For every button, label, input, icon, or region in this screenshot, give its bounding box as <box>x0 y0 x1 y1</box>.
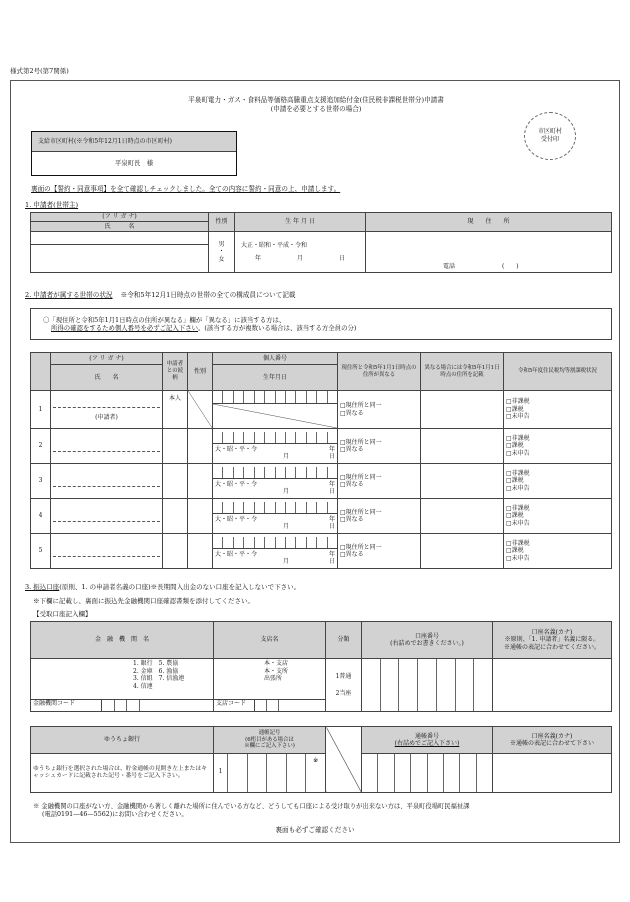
section3-heading-rest: (原則、1. の申請者名義の口座)※長期間入出金のない口座を記入しないで下さい。 <box>59 583 301 591</box>
era-options: 大正・昭和・平成・令和 <box>241 242 308 249</box>
opt-nontax: □非課税 <box>506 434 530 442</box>
relation-field[interactable] <box>163 534 188 569</box>
yucho-holder-field[interactable] <box>493 754 612 793</box>
tax-status-header: 令和5年度住民税均等割課税状況 <box>504 353 612 391</box>
member-name-field[interactable] <box>51 429 163 464</box>
relation-field[interactable] <box>163 464 188 499</box>
section3-heading-wrap <box>25 583 300 591</box>
opt-unfiled: □未申告 <box>506 554 530 562</box>
month-label: 月 <box>282 488 289 495</box>
yucho-num-header <box>362 727 493 754</box>
branch-code-boxes[interactable] <box>254 700 290 711</box>
stamp-line1: 市区町村 <box>537 128 562 135</box>
branch-type-3: 出張所 <box>264 675 283 682</box>
yucho-mark-header <box>214 727 326 754</box>
type-ordinary: 1普通 <box>335 672 352 680</box>
birth-eras: 大・昭・平・令 <box>215 550 258 558</box>
yucho-table <box>30 726 612 793</box>
section3-heading: 3. 振込口座 <box>25 583 60 591</box>
month-label: 月 <box>282 523 289 530</box>
yucho-holder-title: 口座名義(カナ) <box>531 732 573 740</box>
year-label: 年 <box>254 254 261 262</box>
household-row <box>31 464 612 499</box>
applicant-address-field[interactable] <box>366 232 612 273</box>
address-header: 現 住 所 <box>366 213 612 232</box>
household-kana-header: (フ リ ガ ナ) <box>51 353 163 365</box>
reception-stamp <box>524 112 576 160</box>
mynumber-notice <box>30 308 612 340</box>
bank-name-field[interactable] <box>31 659 214 712</box>
back-side-reminder: 裏面も必ずご確認ください <box>275 826 355 834</box>
tax-check-field[interactable] <box>504 391 612 429</box>
section1-heading: 1. 申請者(世帯主) <box>25 201 79 209</box>
day-label: 日 <box>328 453 335 460</box>
opt-unfiled: □未申告 <box>506 484 530 492</box>
bank-code-boxes[interactable] <box>101 700 151 711</box>
yucho-holder-note: ※通帳の表記に合わせて下さい <box>509 740 594 747</box>
yucho-desc: ゆうちょ銀行を選択された場合は、貯金通帳の見開き左上またはキャッシュカードに記載された記号・番号をご記入下さい。 <box>31 754 214 793</box>
household-row <box>31 534 612 569</box>
section3-note: ※下欄に記載し、裏面に振込先金融機関口座確認書類を添付してください。 <box>33 597 254 605</box>
opt-nontax: □非課税 <box>506 398 530 406</box>
opt-diff: □異なる <box>340 551 364 558</box>
old-address-field[interactable] <box>421 464 504 499</box>
address-check-field[interactable] <box>338 391 421 429</box>
opt-unfiled: □未申告 <box>506 519 530 527</box>
type-header: 分類 <box>326 622 362 659</box>
relation-field[interactable]: 本人 <box>163 391 188 429</box>
type-current: 2当座 <box>335 690 352 697</box>
birth-eras: 大・昭・平・令 <box>215 515 258 523</box>
form-number: 様式第2号(第7関係) <box>10 67 69 75</box>
tax-check-field[interactable] <box>504 464 612 499</box>
birth-eras: 大・昭・平・令 <box>215 445 258 453</box>
section2-heading-wrap <box>25 291 296 299</box>
household-table <box>30 352 612 569</box>
household-row <box>31 391 612 429</box>
opt-tax: □課税 <box>506 405 524 413</box>
household-row <box>31 429 612 464</box>
notice-line1: 〇「現住所と令和5年1月1日時点の住所が異なる」欄が「異なる」に該当する方は、 <box>43 316 286 324</box>
stamp-line2: 受付印 <box>540 135 559 143</box>
opt-unfiled: □未申告 <box>506 449 530 457</box>
month-label: 月 <box>282 558 289 565</box>
birth-header: 生 年 月 日 <box>235 213 366 232</box>
form-title: 平泉町電力・ガス・食料品等価格高騰重点支援追加給付金(住民税非課税世帯分)申請書 <box>188 96 444 104</box>
bank-name-header: 金 融 機 関 名 <box>31 622 214 659</box>
sex-field-disabled <box>188 391 213 429</box>
relation-header: 申請者との続柄 <box>163 353 188 391</box>
yucho-disabled-cell <box>326 727 362 793</box>
mynumber-field[interactable] <box>213 534 338 569</box>
branch-type-2: 本・支所 <box>264 667 289 675</box>
bank-type-1: 1. 銀行 5. 農協 <box>133 660 179 667</box>
branch-header: 支店名 <box>214 622 326 659</box>
holder-header-label: 口座名義(カナ) <box>531 628 573 636</box>
year-label: 年 <box>328 445 335 453</box>
holder-field[interactable] <box>493 659 612 712</box>
footer-note <box>33 803 613 819</box>
holder-header <box>493 622 612 659</box>
household-name-header: 氏 名 <box>51 365 163 391</box>
opt-same: □現住所と同一 <box>340 402 382 409</box>
sex-field[interactable] <box>188 429 213 464</box>
sex-female: 女 <box>218 255 225 263</box>
mynumber-header: 個人番号 <box>213 353 338 365</box>
opt-tax: □課税 <box>506 512 524 520</box>
yucho-holder-header <box>493 727 612 754</box>
opt-same: □現住所と同一 <box>340 438 382 446</box>
row-number: 5 <box>31 534 51 569</box>
member-name-field[interactable] <box>51 534 163 569</box>
opt-tax: □課税 <box>506 547 524 555</box>
bank-entry-label: 【受取口座記入欄】 <box>33 610 92 618</box>
old-address-field[interactable] <box>421 429 504 464</box>
row-number: 2 <box>31 429 51 464</box>
mynumber-field[interactable] <box>213 391 338 429</box>
account-number-boxes[interactable] <box>362 659 493 712</box>
branch-type-1: 本・支店 <box>264 660 289 667</box>
old-address-field[interactable] <box>421 391 504 429</box>
form-subtitle: (申請を必要とする世帯の場合) <box>270 105 362 113</box>
addressee-header: 支給市区町村(※令和5年12月1日時点の市区町村) <box>32 132 236 152</box>
member-name-field[interactable] <box>51 464 163 499</box>
yucho-num-note: (右詰めでご記入下さい) <box>394 740 460 747</box>
day-label: 日 <box>328 523 335 530</box>
applicant-kana-field[interactable] <box>31 232 209 245</box>
month-label: 月 <box>296 254 303 262</box>
row-number: 4 <box>31 499 51 534</box>
sex-field[interactable] <box>188 464 213 499</box>
bank-table <box>30 621 612 712</box>
yucho-star: ※ <box>313 757 319 764</box>
branch-code-label: 支店コード <box>216 700 247 707</box>
diff-address-header: 異なる場合には令和5年1月1日時点の住所を記載 <box>421 353 504 391</box>
application-form <box>10 80 620 843</box>
applicant-mark: (申請者) <box>95 413 118 421</box>
addressee-box <box>31 131 237 176</box>
opt-diff: □異なる <box>340 516 364 523</box>
opt-tax: □課税 <box>506 442 524 450</box>
applicant-table <box>30 212 612 273</box>
member-name-field[interactable] <box>51 499 163 534</box>
address-check-field[interactable] <box>338 534 421 569</box>
holder-note2: ※通帳の表記に合わせてください。 <box>503 643 600 651</box>
tax-check-field[interactable] <box>504 499 612 534</box>
opt-diff: □異なる <box>340 446 364 453</box>
section2-heading: 2. 申請者が属する世帯の状況 <box>25 291 113 299</box>
account-header <box>362 622 493 659</box>
bank-code-label: 金融機関コード <box>33 700 76 707</box>
account-header-label: 口座番号 <box>414 632 439 640</box>
phone-label: 電話 <box>443 262 456 270</box>
tax-check-field[interactable] <box>504 429 612 464</box>
year-label: 年 <box>328 480 335 488</box>
bank-type-4: 4. 信連 <box>133 682 153 690</box>
opt-nontax: □非課税 <box>506 504 530 512</box>
notice-line2-underlined: 所得の確認をするため個人番号を必ずご記入下さい <box>51 324 198 332</box>
section2-note: ※令和5年12月1日時点の世帯の全ての構成員について記載 <box>120 291 296 299</box>
day-label: 日 <box>338 254 345 262</box>
opt-same: □現住所と同一 <box>340 543 382 551</box>
footer-note-line2: (電話0191—46—5562)にお問い合わせください。 <box>42 810 188 818</box>
applicant-birth-field[interactable] <box>235 232 366 273</box>
same-address-header: 現住所と令和5年1月1日時点の住所が異なる <box>338 353 421 391</box>
relation-field[interactable] <box>163 429 188 464</box>
opt-diff: □異なる <box>340 481 364 488</box>
opt-nontax: □非課税 <box>506 469 530 477</box>
bank-type-3: 3. 信組 7. 信漁連 <box>133 675 185 682</box>
yucho-mark-note1: (6桁目がある場合は <box>245 736 294 743</box>
yucho-mark-note2: ※欄にご記入下さい) <box>244 743 295 750</box>
yucho-number-boxes[interactable] <box>362 754 493 793</box>
sex-field[interactable] <box>188 534 213 569</box>
opt-same: □現住所と同一 <box>340 473 382 481</box>
day-label: 日 <box>328 488 335 495</box>
yucho-mark-boxes[interactable] <box>214 754 326 793</box>
yucho-one: 1 <box>214 754 228 792</box>
notice-line2-rest: 。(該当する方が複数いる場合は、該当する方全員の分) <box>197 324 357 332</box>
yucho-num-title: 通帳番号 <box>414 732 439 740</box>
address-check-field[interactable] <box>338 429 421 464</box>
applicant-sex-field[interactable] <box>209 232 235 273</box>
addressee-name: 平泉町長 様 <box>114 159 154 167</box>
address-check-field[interactable] <box>338 464 421 499</box>
sex-field[interactable] <box>188 499 213 534</box>
relation-field[interactable] <box>163 499 188 534</box>
yucho-mark-title: 通帳記号 <box>258 729 281 736</box>
footer-note-line1: ※ 金融機関の口座がない方、金融機関から著しく離れた場所に住んでいる方など、どうしても口座による受け取りが出来ない方は、平泉町役場町民福祉課 <box>33 803 470 810</box>
mynumber-field[interactable] <box>213 429 338 464</box>
kana-header: (フ リ ガ ナ) <box>31 213 209 222</box>
bank-type-2: 2. 金庫 6. 漁協 <box>133 667 179 675</box>
sex-male: 男 <box>218 240 225 248</box>
household-sex-header: 性別 <box>188 353 213 391</box>
yucho-header: ゆうちょ銀行 <box>31 727 214 754</box>
month-label: 月 <box>282 453 289 460</box>
account-type-field[interactable] <box>326 659 362 712</box>
phone-parens: ( ) <box>501 262 519 270</box>
account-header-note: (右詰めでお書きください。) <box>390 640 464 647</box>
sex-header: 性別 <box>209 213 235 232</box>
row-number: 3 <box>31 464 51 499</box>
opt-same: □現住所と同一 <box>340 508 382 516</box>
household-row <box>31 499 612 534</box>
row-number: 1 <box>31 391 51 429</box>
old-address-field[interactable] <box>421 534 504 569</box>
year-label: 年 <box>328 550 335 558</box>
address-check-field[interactable] <box>338 499 421 534</box>
confirm-statement: 裏面の【誓約・同意事項】を全て確認しチェックしました。全ての内容に誓約・同意の上、申請します。 <box>31 185 341 193</box>
mynumber-field[interactable] <box>213 499 338 534</box>
household-birth-header: 生年月日 <box>213 365 338 391</box>
opt-tax: □課税 <box>506 477 524 485</box>
opt-unfiled: □未申告 <box>506 413 530 421</box>
tax-check-field[interactable] <box>504 534 612 569</box>
branch-field[interactable] <box>214 659 326 712</box>
old-address-field[interactable] <box>421 499 504 534</box>
opt-diff: □異なる <box>340 409 364 417</box>
birth-eras: 大・昭・平・令 <box>215 480 258 488</box>
member-name-field[interactable] <box>51 391 163 429</box>
name-header: 氏 名 <box>31 222 209 232</box>
holder-note1: ※原則、「1. 申請者」名義に限る。 <box>504 636 600 644</box>
day-label: 日 <box>328 558 335 565</box>
year-label: 年 <box>328 515 335 523</box>
mynumber-field[interactable] <box>213 464 338 499</box>
sex-dot: ・ <box>218 248 225 256</box>
opt-nontax: □非課税 <box>506 539 530 547</box>
applicant-name-field[interactable] <box>31 245 209 273</box>
